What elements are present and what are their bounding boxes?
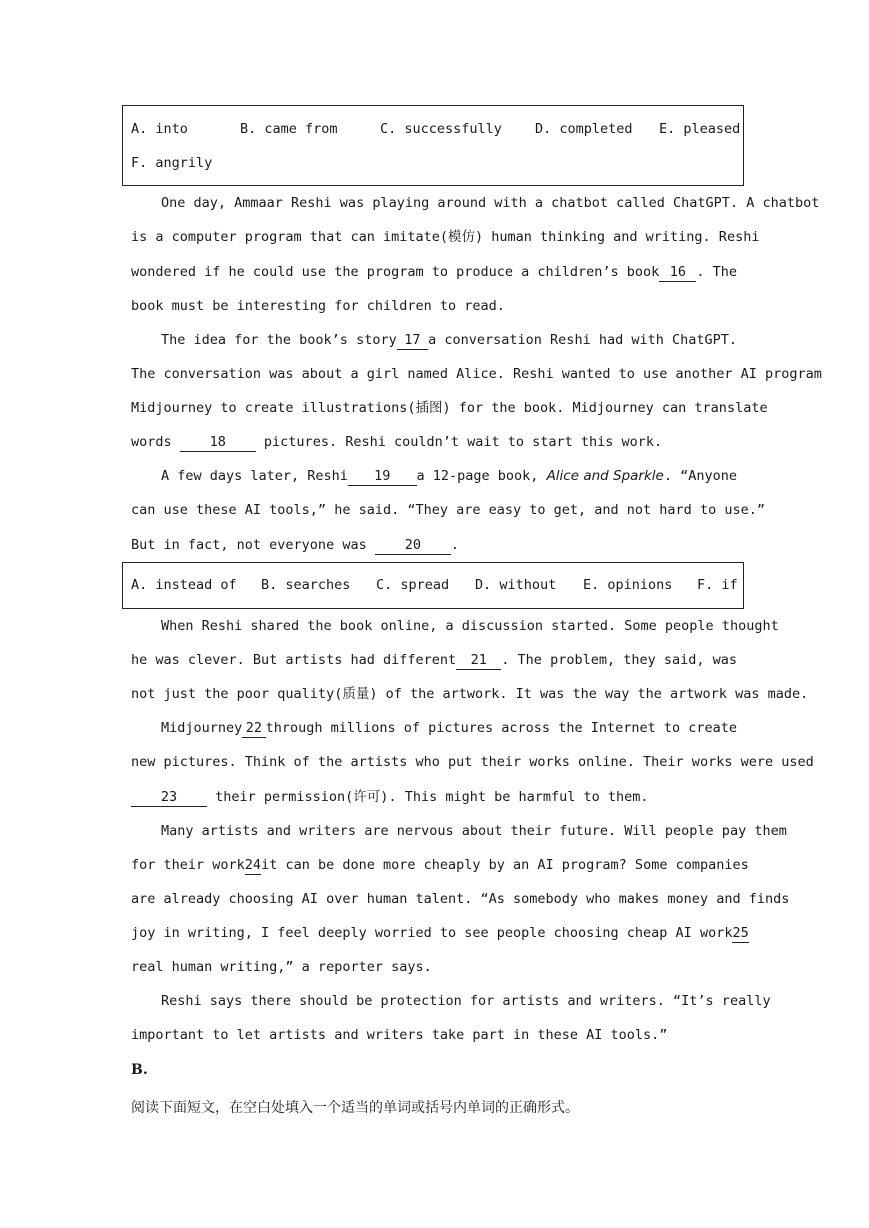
blank-22[interactable]: 22 [242,722,265,738]
blank-25[interactable]: 25 [732,925,749,941]
option-a: A. into [131,121,188,137]
blank-17[interactable]: 17 [397,334,428,350]
option-b: B. searches [261,577,351,593]
blank-21[interactable]: 21 [456,654,501,670]
text-line: not just the poor quality(质量) of the artwork. It was the way the artwork was made. [131,686,809,702]
option-f: F. angrily [131,155,213,171]
blank-19[interactable]: 19 [348,470,417,486]
option-a: A. instead of [131,577,237,593]
text-line: One day, Ammaar Reshi was playing around with a chatbot called ChatGPT. A chatbot [161,195,820,211]
text-line: The conversation was about a girl named Alice. Reshi wanted to use another AI program [131,366,822,382]
text-line: for their work 24 it can be done more cheaply by an AI program? Some companies [131,857,749,873]
text-line: joy in writing, I feel deeply worried to see people choosing cheap AI work 25 [131,925,749,941]
option-b: B. came from [240,121,338,137]
text-line: The idea for the book’s story 17 a conversation Reshi had with ChatGPT. [161,332,737,348]
text-line: important to let artists and writers take part in these AI tools.” [131,1027,668,1043]
text-line: can use these AI tools,” he said. “They are easy to get, and not hard to use.” [131,502,765,518]
option-c: C. spread [376,577,450,593]
blank-23[interactable]: 23 [131,791,207,807]
text-line: words 18 pictures. Reshi couldn’t wait to start this work. [131,434,663,450]
option-e: E. pleased [659,121,741,137]
text-line: Many artists and writers are nervous about their future. Will people pay them [161,823,787,839]
blank-20[interactable]: 20 [375,539,451,555]
text-line: real human writing,” a reporter says. [131,959,432,975]
text-line: Midjourney 22 through millions of pictures across the Internet to create [161,720,737,736]
text-line: wondered if he could use the program to produce a children’s book 16 . The [131,264,737,280]
text-line: is a computer program that can imitate(模仿) human thinking and writing. Reshi [131,229,760,245]
text-line: When Reshi shared the book online, a discussion started. Some people thought [161,618,779,634]
option-c: C. successfully [380,121,502,137]
text-line: he was clever. But artists had different 21 . The problem, they said, was [131,652,737,668]
text-line: book must be interesting for children to read. [131,298,505,314]
text-line: But in fact, not everyone was 20 . [131,537,459,553]
option-e: E. opinions [583,577,673,593]
blank-18[interactable]: 18 [180,436,256,452]
text-line: A few days later, Reshi 19 a 12-page book, Alice and Sparkle. “Anyone [161,468,737,484]
section-heading: B. [131,1062,148,1078]
option-d: D. completed [535,121,633,137]
text-line: are already choosing AI over human talent. “As somebody who makes money and finds [131,891,790,907]
text-line: Midjourney to create illustrations(插图) for the book. Midjourney can translate [131,400,768,416]
word-box-1 [122,105,744,186]
text-line: Reshi says there should be protection for artists and writers. “It’s really [161,993,771,1009]
option-f: F. if [697,577,738,593]
text-line: 23 their permission(许可). This might be harmful to them. [131,791,737,807]
option-d: D. without [475,577,557,593]
blank-24[interactable]: 24 [244,857,262,873]
book-title: Alice and Sparkle [546,468,664,484]
text-line: new pictures. Think of the artists who put their works online. Their works were used [131,754,814,770]
section-instruction: 阅读下面短文，在空白处填入一个适当的单词或括号内单词的正确形式。 [131,1100,579,1116]
blank-16[interactable]: 16 [659,266,696,282]
